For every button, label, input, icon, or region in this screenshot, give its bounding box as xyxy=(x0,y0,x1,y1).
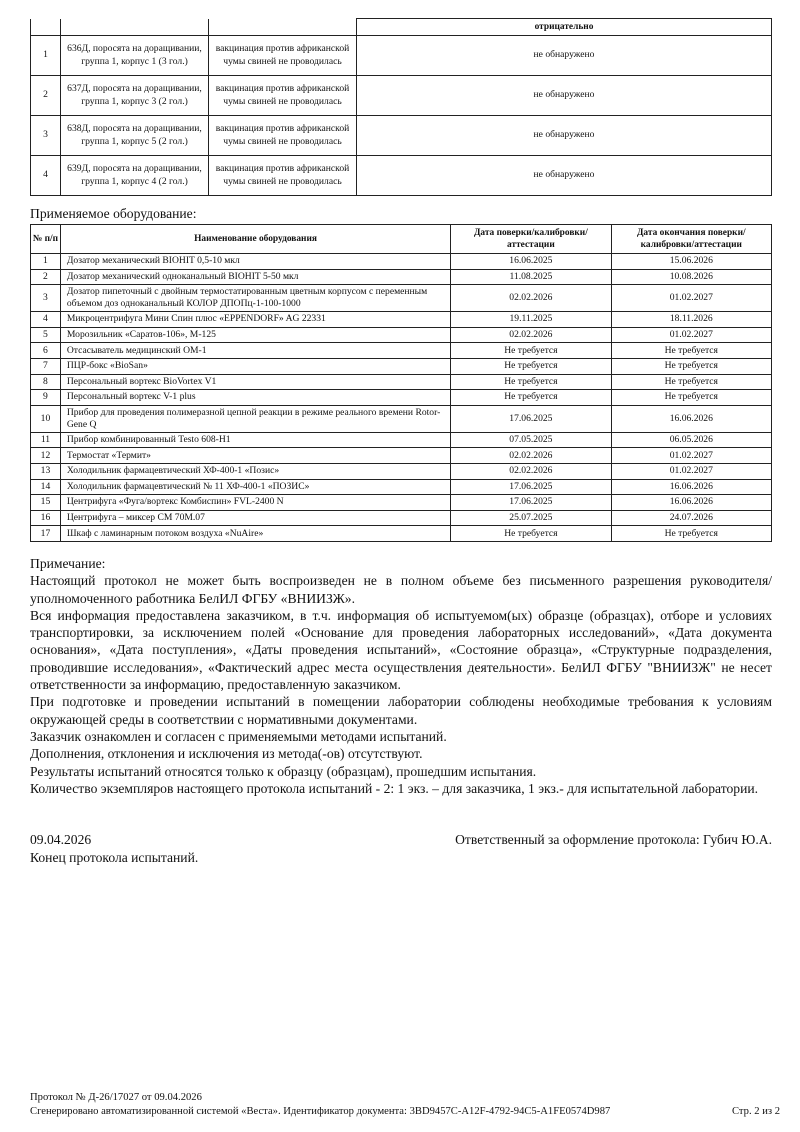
date-end: 10.08.2026 xyxy=(611,269,771,285)
results-header-row xyxy=(31,19,772,36)
status-cell: вакцинация против африканской чумы свиней не проводилась xyxy=(209,156,357,196)
note-paragraph: Настоящий протокол не может быть воспроизведен не в полном объеме без письменного разрешения руководителя/уполномоченного работника БелИЛ ФГБУ «ВНИИЗЖ». xyxy=(30,573,772,606)
row-number: 15 xyxy=(31,495,61,511)
table-row xyxy=(31,432,772,448)
date-start: Не требуется xyxy=(451,374,611,390)
date-end: 24.07.2026 xyxy=(611,510,771,526)
date-end: 15.06.2026 xyxy=(611,254,771,270)
footer-page-number: Стр. 2 из 2 xyxy=(731,1106,780,1117)
equipment-name: Дозатор механический одноканальный BIOHIT 5-50 мкл xyxy=(60,269,450,285)
date-start: 17.06.2025 xyxy=(451,405,611,432)
row-number: 4 xyxy=(31,312,61,328)
table-row xyxy=(31,254,772,270)
equipment-table xyxy=(30,224,772,542)
equipment-name: Холодильник фармацевтический ХФ-400-1 «Позис» xyxy=(60,463,450,479)
date-end: 16.06.2026 xyxy=(611,495,771,511)
row-number: 6 xyxy=(31,343,61,359)
row-number: 16 xyxy=(31,510,61,526)
status-cell: вакцинация против африканской чумы свиней не проводилась xyxy=(209,116,357,156)
row-number: 5 xyxy=(31,327,61,343)
date-start: 11.08.2025 xyxy=(451,269,611,285)
note-paragraph: Количество экземпляров настоящего протокола испытаний - 2: 1 экз. – для заказчика, 1 экз.- для испытательной лаборатории. xyxy=(30,780,759,796)
row-number: 3 xyxy=(31,285,61,312)
row-number: 10 xyxy=(31,405,61,432)
table-row xyxy=(31,448,772,464)
equipment-name: Персональный вортекс V-1 plus xyxy=(60,390,450,406)
date-start: Не требуется xyxy=(451,390,611,406)
equipment-name: Микроцентрифуга Мини Спин плюс «EPPENDORF» AG 22331 xyxy=(60,312,450,328)
result-cell: не обнаружено xyxy=(357,116,772,156)
table-row xyxy=(31,76,772,116)
table-row xyxy=(31,479,772,495)
table-row xyxy=(31,156,772,196)
date-start: 02.02.2026 xyxy=(451,285,611,312)
note-paragraph: Дополнения, отклонения и исключения из метода(-ов) отсутствуют. xyxy=(30,746,423,762)
date-end: Не требуется xyxy=(611,358,771,374)
equipment-name: Термостат «Термит» xyxy=(60,448,450,464)
equipment-header-row xyxy=(31,225,772,254)
row-number: 17 xyxy=(31,526,61,542)
date-start: 17.06.2025 xyxy=(451,479,611,495)
date-end: Не требуется xyxy=(611,526,771,542)
equipment-name: Прибор комбинированный Testo 608-H1 xyxy=(60,432,450,448)
notes-section xyxy=(30,555,772,797)
table-row xyxy=(31,327,772,343)
results-header-blank xyxy=(31,19,61,36)
result-cell: не обнаружено xyxy=(357,76,772,116)
table-row xyxy=(31,343,772,359)
table-row xyxy=(31,312,772,328)
date-start: 02.02.2026 xyxy=(451,448,611,464)
equipment-name: Отсасыватель медицинский ОМ-1 xyxy=(60,343,450,359)
table-row xyxy=(31,36,772,76)
note-paragraph: При подготовке и проведении испытаний в помещении лаборатории соблюдены необходимые требования к условиям окружающей среды в соответствии с нормативными документами. xyxy=(30,694,772,727)
sample-cell: 638Д, поросята на доращивании, группа 1, корпус 5 (2 гол.) xyxy=(61,116,209,156)
date-end: 16.06.2026 xyxy=(611,479,771,495)
row-number: 7 xyxy=(31,358,61,374)
table-row xyxy=(31,526,772,542)
results-header-result: отрицательно xyxy=(357,19,772,36)
results-table xyxy=(30,18,772,196)
table-row xyxy=(31,390,772,406)
table-row xyxy=(31,510,772,526)
results-header-blank xyxy=(209,19,357,36)
equipment-name: Центрифуга «Фуга/вортекс Комбиспин» FVL-2400 N xyxy=(60,495,450,511)
row-number: 8 xyxy=(31,374,61,390)
sample-cell: 636Д, поросята на доращивании, группа 1, корпус 1 (3 гол.) xyxy=(61,36,209,76)
signature-date: 09.04.2026 xyxy=(30,832,92,847)
date-end: 01.02.2027 xyxy=(611,463,771,479)
row-number: 4 xyxy=(31,156,61,196)
sample-cell: 639Д, поросята на доращивании, группа 1, корпус 4 (2 гол.) xyxy=(61,156,209,196)
date-start: Не требуется xyxy=(451,358,611,374)
equipment-name: Дозатор механический BIOHIT 0,5-10 мкл xyxy=(60,254,450,270)
date-end: 16.06.2026 xyxy=(611,405,771,432)
note-paragraph: Вся информация предоставлена заказчиком, в т.ч. информация об испытуемом(ых) образце (образцах), отборе и условиях транспортировки, за исключением полей «Основание для проведения лабораторных исследований», «Дата документа основания», «Дата поступления», «Даты проведения испытаний», «Состояние образца», «Структурные подразделения, проводившие исследования», «Фактический адрес места осуществления деятельности». БелИЛ ФГБУ "ВНИИЗЖ" не несет ответственности за информацию, предоставленную заказчиком. xyxy=(30,607,772,693)
date-end: 06.05.2026 xyxy=(611,432,771,448)
date-start: Не требуется xyxy=(451,526,611,542)
row-number: 1 xyxy=(31,36,61,76)
col-header-num: № п/п xyxy=(31,225,61,254)
date-start: 25.07.2025 xyxy=(451,510,611,526)
equipment-name: ПЦР-бокс «BioSan» xyxy=(60,358,450,374)
row-number: 12 xyxy=(31,448,61,464)
result-cell: не обнаружено xyxy=(357,36,772,76)
row-number: 2 xyxy=(31,76,61,116)
equipment-name: Морозильник «Саратов-106», М-125 xyxy=(60,327,450,343)
date-end: 01.02.2027 xyxy=(611,327,771,343)
date-start: 02.02.2026 xyxy=(451,327,611,343)
date-end: Не требуется xyxy=(611,343,771,359)
table-row xyxy=(31,358,772,374)
results-header-blank xyxy=(61,19,209,36)
date-end: 18.11.2026 xyxy=(611,312,771,328)
footer-protocol-number: Протокол № Д-26/17027 от 09.04.2026 xyxy=(30,1092,202,1103)
equipment-name: Персональный вортекс BioVortex V1 xyxy=(60,374,450,390)
row-number: 14 xyxy=(31,479,61,495)
date-start: 07.05.2025 xyxy=(451,432,611,448)
date-end: Не требуется xyxy=(611,374,771,390)
date-end: Не требуется xyxy=(611,390,771,406)
sample-cell: 637Д, поросята на доращивании, группа 1, корпус 3 (2 гол.) xyxy=(61,76,209,116)
equipment-name: Дозатор пипеточный с двойным термостатированным цветным корпусом с переменным объемом доз одноканальный КОЛОР ДПОПц-1-100-1000 xyxy=(60,285,450,312)
col-header-date-start: Дата поверки/калибровки/аттестации xyxy=(451,225,611,254)
row-number: 13 xyxy=(31,463,61,479)
status-cell: вакцинация против африканской чумы свиней не проводилась xyxy=(209,76,357,116)
equipment-name: Центрифуга – миксер СМ 70М.07 xyxy=(60,510,450,526)
row-number: 11 xyxy=(31,432,61,448)
footer-generated-info: Сгенерировано автоматизированной системой «Веста». Идентификатор документа: 3BD9457C-A12F-4792-94C5-A1FE0574D987 xyxy=(30,1106,611,1117)
date-start: 16.06.2025 xyxy=(451,254,611,270)
table-row xyxy=(31,463,772,479)
table-row xyxy=(31,495,772,511)
responsible-person: Ответственный за оформление протокола: Губич Ю.А. xyxy=(455,832,772,847)
col-header-name: Наименование оборудования xyxy=(60,225,450,254)
status-cell: вакцинация против африканской чумы свиней не проводилась xyxy=(209,36,357,76)
date-start: 19.11.2025 xyxy=(451,312,611,328)
table-row xyxy=(31,116,772,156)
row-number: 3 xyxy=(31,116,61,156)
notes-title: Примечание: xyxy=(30,556,106,571)
date-end: 01.02.2027 xyxy=(611,448,771,464)
col-header-date-end: Дата окончания поверки/калибровки/аттестации xyxy=(611,225,771,254)
table-row xyxy=(31,374,772,390)
protocol-end-text: Конец протокола испытаний. xyxy=(30,850,199,865)
equipment-name: Холодильник фармацевтический № 11 ХФ-400-1 «ПОЗИС» xyxy=(60,479,450,495)
note-paragraph: Заказчик ознакомлен и согласен с применяемыми методами испытаний. xyxy=(30,728,447,744)
row-number: 9 xyxy=(31,390,61,406)
table-row xyxy=(31,285,772,312)
date-start: 17.06.2025 xyxy=(451,495,611,511)
table-row xyxy=(31,405,772,432)
equipment-section-title: Применяемое оборудование: xyxy=(30,206,197,221)
note-paragraph: Результаты испытаний относятся только к образцу (образцам), прошедшим испытания. xyxy=(30,763,537,779)
equipment-name: Прибор для проведения полимеразной цепной реакции в режиме реального времени Rotor-Gene Q xyxy=(60,405,450,432)
date-start: 02.02.2026 xyxy=(451,463,611,479)
table-row xyxy=(31,269,772,285)
row-number: 2 xyxy=(31,269,61,285)
equipment-name: Шкаф с ламинарным потоком воздуха «NuAire» xyxy=(60,526,450,542)
date-end: 01.02.2027 xyxy=(611,285,771,312)
result-cell: не обнаружено xyxy=(357,156,772,196)
date-start: Не требуется xyxy=(451,343,611,359)
row-number: 1 xyxy=(31,254,61,270)
